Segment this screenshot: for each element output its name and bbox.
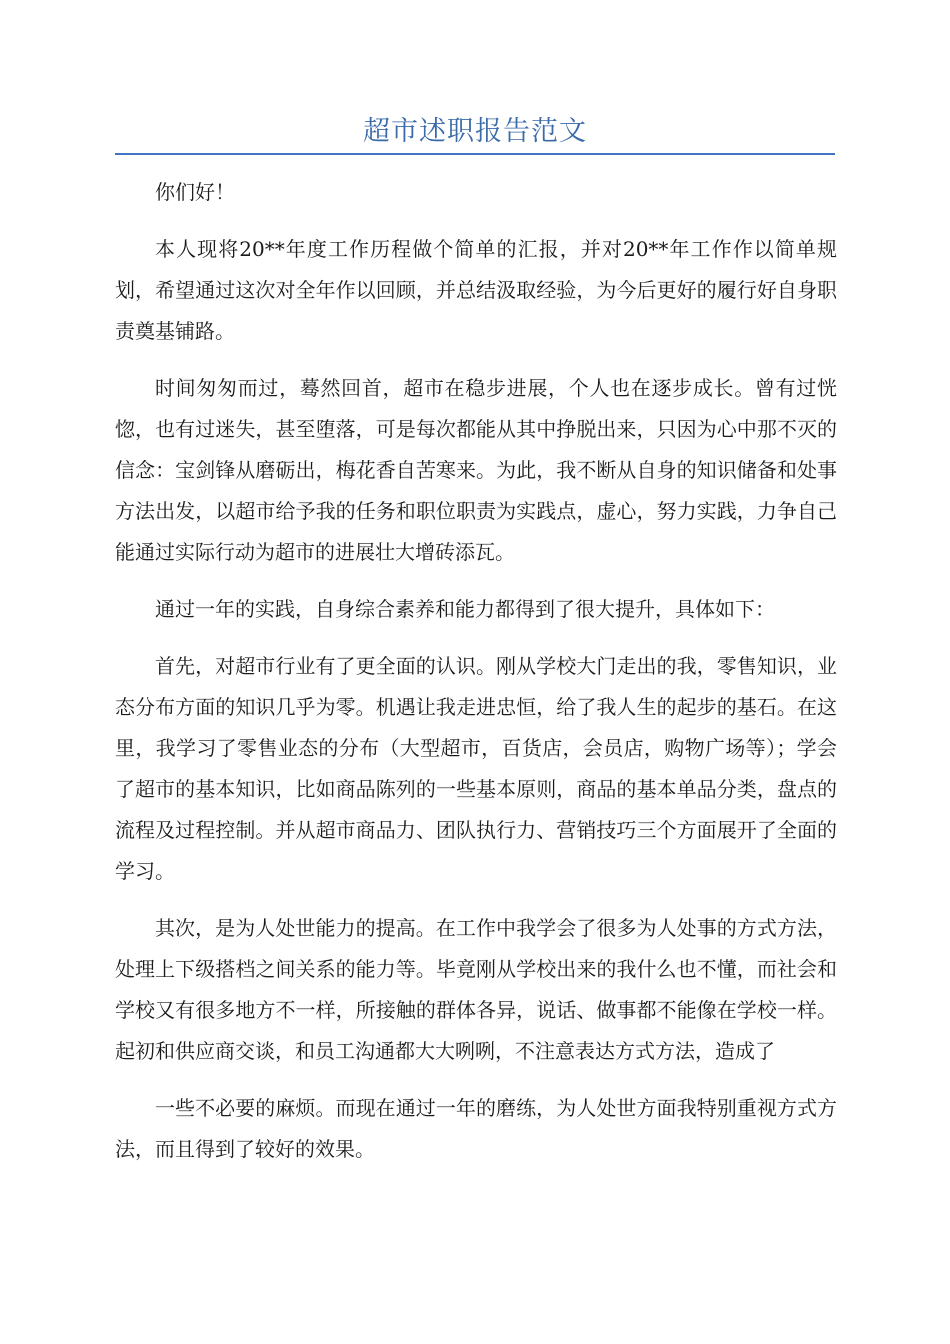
document-body (115, 172, 837, 1186)
second-point-paragraph: 其次，是为人处世能力的提高。在工作中我学会了很多为人处事的方式方法，处理上下级搭档之间关系的能力等。毕竟刚从学校出来的我什么也不懂，而社会和学校又有很多地方不一样，所接触的群体各异，说话、做事都不能像在学校一样。起初和供应商交谈，和员工沟通都大大咧咧，不注意表达方式方法，造成了 (115, 916, 837, 1063)
document-title: 超市述职报告范文 (363, 116, 587, 147)
summary-paragraph: 通过一年的实践，自身综合素养和能力都得到了很大提升，具体如下： (155, 597, 775, 621)
greeting-paragraph: 你们好！ (155, 180, 235, 204)
reflection-paragraph: 时间匆匆而过，蓦然回首，超市在稳步进展，个人也在逐步成长。曾有过恍惚，也有过迷失，甚至堕落，可是每次都能从其中挣脱出来，只因为心中那不灭的信念：宝剑锋从磨砺出，梅花香自苦寒来。为此，我不断从自身的知识储备和处事方法出发，以超市给予我的任务和职位职责为实践点，虚心，努力实践，力争自己能通过实际行动为超市的进展壮大增砖添瓦。 (115, 376, 837, 564)
title-underline (115, 153, 835, 155)
first-point-paragraph: 首先，对超市行业有了更全面的认识。刚从学校大门走出的我，零售知识，业态分布方面的知识几乎为零。机遇让我走进忠恒，给了我人生的起步的基石。在这里，我学习了零售业态的分布（大型超市，百货店，会员店，购物广场等）；学会了超市的基本知识，比如商品陈列的一些基本原则，商品的基本单品分类，盘点的流程及过程控制。并从超市商品力、团队执行力、营销技巧三个方面展开了全面的学习。 (115, 654, 837, 883)
continuation-paragraph: 一些不必要的麻烦。而现在通过一年的磨练，为人处世方面我特别重视方式方法，而且得到了较好的效果。 (115, 1096, 837, 1161)
intro-paragraph: 本人现将20**年度工作历程做个简单的汇报，并对20**年工作作以简单规划，希望通过这次对全年作以回顾，并总结汲取经验，为今后更好的履行好自身职责奠基铺路。 (115, 237, 837, 343)
